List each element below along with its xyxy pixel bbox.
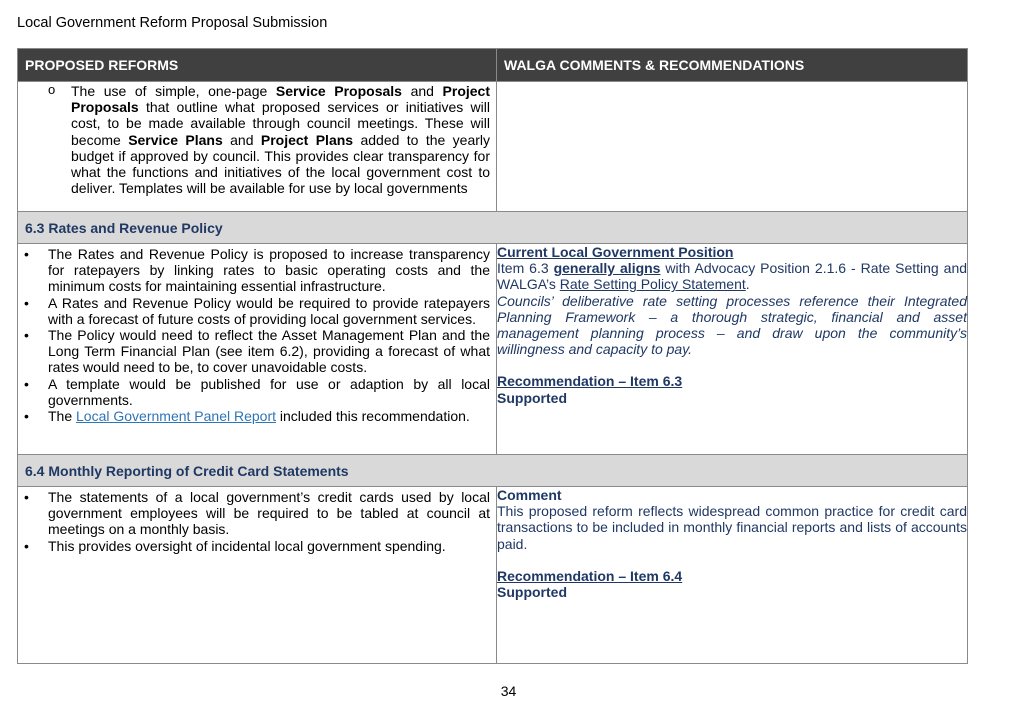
table-row <box>18 82 968 212</box>
recommendation-value: Supported <box>497 584 567 601</box>
recommendation-heading: Recommendation – Item 6.3 <box>497 373 683 390</box>
reform-6-4-list <box>18 489 496 554</box>
policy-statement-link[interactable]: Rate Setting Policy Statement <box>559 276 746 293</box>
section-heading-row <box>18 212 968 244</box>
section-heading-6-3: 6.3 Rates and Revenue Policy <box>18 212 968 244</box>
comment-heading: Current Local Government Position <box>497 244 734 260</box>
list-item: • The statements of a local government’s credit cards used by local government employees will be required to be tabled at council at meetings on a monthly basis. <box>48 489 490 538</box>
header-walga-comments: WALGA COMMENTS & RECOMMENDATIONS <box>497 49 968 82</box>
reform-table <box>17 48 968 664</box>
page-number: 34 <box>500 683 517 699</box>
panel-report-link[interactable]: Local Government Panel Report <box>76 408 277 425</box>
comment-text: Item 6.3 generally aligns with Advocacy Position 2.1.6 - Rate Setting and WALGA’s Rate Setting Policy Statement. <box>497 260 968 293</box>
table-header-row <box>18 49 968 82</box>
list-item: • This provides oversight of incidental local government spending. <box>48 538 490 554</box>
comment-italic-text: Councils’ deliberative rate setting processes reference their Integrated Planning Framework – a thorough strategic, financial and asset management planning process – and draw upon the community’s willingness and capacity to pay. <box>497 292 967 358</box>
reform-6-3-list <box>18 246 496 424</box>
comment-6-3-cell <box>497 244 968 455</box>
list-item: • The Rates and Revenue Policy is proposed to increase transparency for ratepayers by linking rates to basic operating costs and the minimum costs for maintaining essential infrastructure. <box>48 246 490 295</box>
recommendation-heading: Recommendation – Item 6.4 <box>497 567 683 584</box>
recommendation-value: Supported <box>497 389 567 406</box>
reform-6-4-cell <box>18 487 497 664</box>
intro-comment-cell <box>497 82 968 212</box>
list-item: • The Local Government Panel Report included this recommendation. <box>48 408 490 424</box>
list-item: • A Rates and Revenue Policy would be required to provide ratepayers with a forecast of future costs of providing local government services. <box>48 295 490 327</box>
reform-6-3-cell <box>18 244 497 455</box>
comment-6-4-cell <box>497 487 968 664</box>
list-item: • The Policy would need to reflect the Asset Management Plan and the Long Term Financial Plan (see item 6.2), providing a forecast of what rates would need to be, to cover unavoidable costs. <box>48 327 490 376</box>
sub-list <box>18 83 496 196</box>
comment-heading: Comment <box>497 487 562 503</box>
section-heading-row <box>18 455 968 487</box>
document-title: Local Government Reform Proposal Submission <box>17 15 328 31</box>
header-proposed-reforms: PROPOSED REFORMS <box>18 49 497 82</box>
list-item: • A template would be published for use or adaption by all local governments. <box>48 376 490 408</box>
comment-text: This proposed reform reflects widespread common practice for credit card transactions to be included in monthly financial reports and lists of accounts paid. <box>497 503 967 552</box>
table-row <box>18 487 968 664</box>
intro-reform-cell <box>18 82 497 212</box>
table-row <box>18 244 968 455</box>
section-heading-6-4: 6.4 Monthly Reporting of Credit Card Statements <box>18 455 968 487</box>
list-item: o The use of simple, one-page Service Proposals and Project Proposals that outline what proposed services or initiatives will cost, to be made available through council meetings. These will become Service Plans and Project Plans added to the yearly budget if approved by council. This provides clear transparency for what the functions and initiatives of the local government cost to deliver. Templates will be available for use by local governments <box>71 83 490 196</box>
